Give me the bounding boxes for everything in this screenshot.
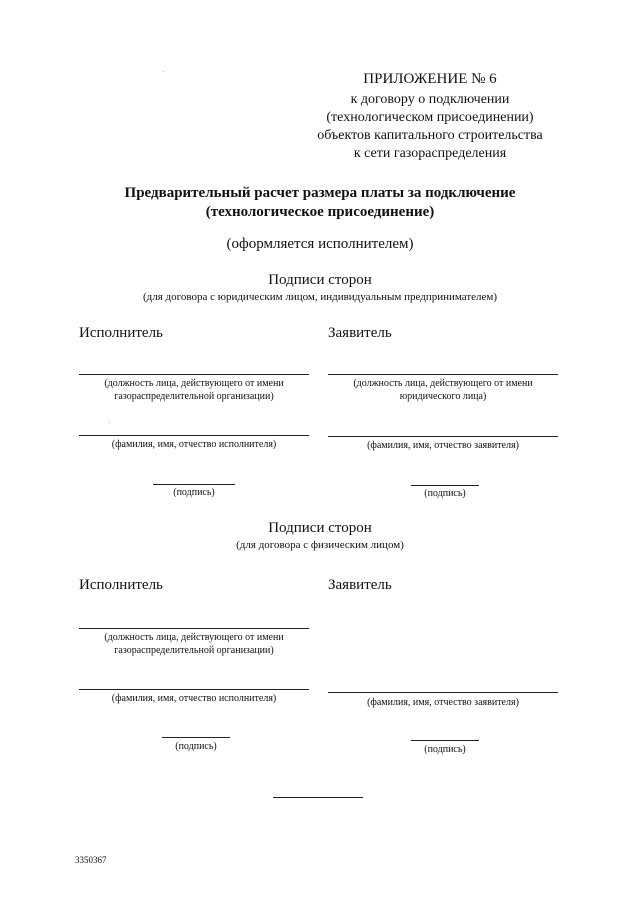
executor-position-caption-2-1: (должность лица, действующего от имени <box>104 632 284 643</box>
applicant-name-line <box>328 436 558 437</box>
end-separator-line <box>273 797 363 798</box>
executor-signature-line <box>153 484 235 485</box>
executor-position-line-2 <box>79 628 309 629</box>
applicant-signature-line <box>411 485 479 486</box>
applicant-position-caption-2: юридического лица) <box>399 391 487 402</box>
document-code: 3350367 <box>75 855 107 865</box>
applicant-position-caption-1: (должность лица, действующего от имени <box>353 378 533 389</box>
executor-position-line <box>79 374 309 375</box>
applicant-name-caption-2: (фамилия, имя, отчество заявителя) <box>367 697 519 708</box>
executor-name-caption: (фамилия, имя, отчество исполнителя) <box>111 439 277 450</box>
executor-name-line <box>79 435 309 436</box>
applicant-label-2: Заявитель <box>328 577 392 593</box>
appendix-line-2: к договору о подключении <box>350 92 510 107</box>
appendix-line-5: к сети газораспределения <box>353 146 507 161</box>
executor-label: Исполнитель <box>79 325 163 341</box>
applicant-position-line <box>328 374 558 375</box>
scan-speck <box>109 422 110 423</box>
executor-position-caption-2-2: газораспределительной организации) <box>114 645 274 656</box>
applicant-signature-line-2 <box>411 740 479 741</box>
executor-name-caption-2: (фамилия, имя, отчество исполнителя) <box>111 693 277 704</box>
appendix-line-4: объектов капитального строительства <box>317 128 543 143</box>
appendix-number: ПРИЛОЖЕНИЕ № 6 <box>363 71 497 87</box>
signatures-heading-individual: Подписи сторон <box>268 520 372 536</box>
scan-speck <box>163 71 164 72</box>
applicant-signature-caption-2: (подпись) <box>424 744 466 755</box>
applicant-signature-caption: (подпись) <box>424 488 466 499</box>
executor-signature-caption-2: (подпись) <box>175 741 217 752</box>
applicant-name-line-2 <box>328 692 558 693</box>
executor-position-caption-2: газораспределительной организации) <box>114 391 274 402</box>
executor-signature-line-2 <box>162 737 230 738</box>
executor-name-line-2 <box>79 689 309 690</box>
signatures-note-legal: (для договора с юридическим лицом, индивидуальным предпринимателем) <box>142 291 498 303</box>
document-title-line-2: (технологическое присоединение) <box>205 204 435 220</box>
appendix-line-3: (технологическом присоединении) <box>326 110 534 125</box>
applicant-name-caption: (фамилия, имя, отчество заявителя) <box>367 440 519 451</box>
executor-signature-caption: (подпись) <box>173 487 215 498</box>
document-subtitle: (оформляется исполнителем) <box>226 236 414 252</box>
signatures-heading-legal: Подписи сторон <box>268 272 372 288</box>
executor-position-caption-1: (должность лица, действующего от имени <box>104 378 284 389</box>
applicant-label: Заявитель <box>328 325 392 341</box>
executor-label-2: Исполнитель <box>79 577 163 593</box>
signatures-note-individual: (для договора с физическим лицом) <box>236 539 404 551</box>
document-title-line-1: Предварительный расчет размера платы за подключение <box>124 185 516 201</box>
